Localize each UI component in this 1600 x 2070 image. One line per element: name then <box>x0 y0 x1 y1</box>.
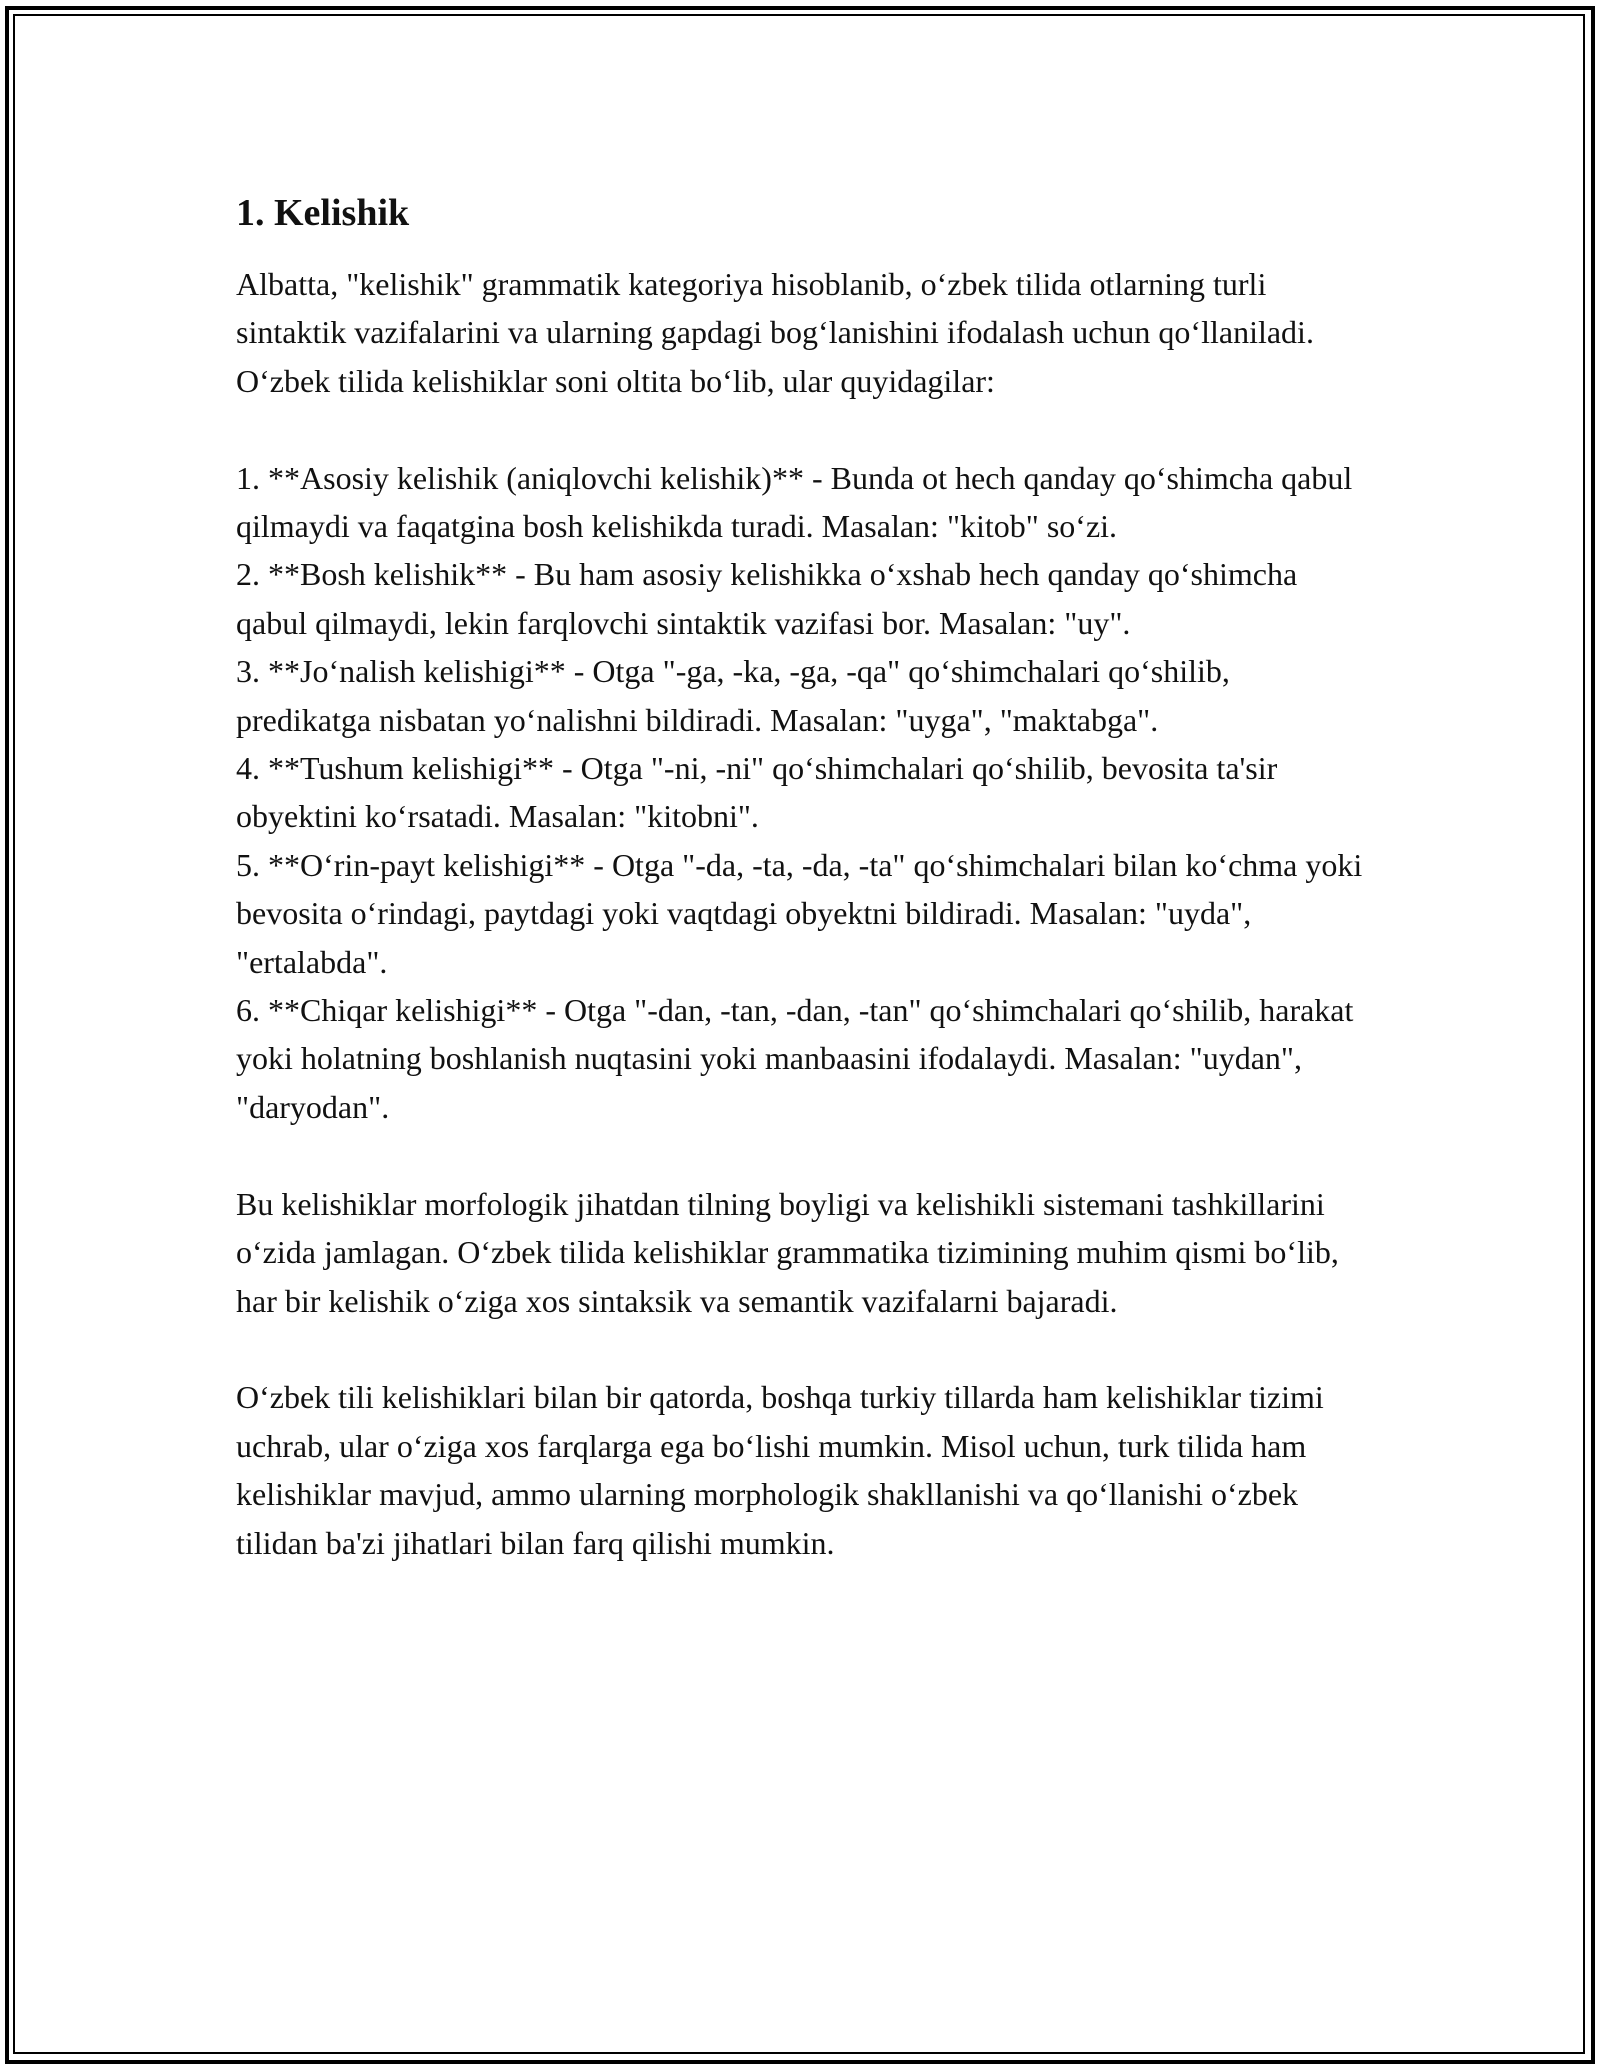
list-item: 4. **Tushum kelishigi** - Otga "-ni, -ni" qo‘shimchalari qo‘shilib, bevosita ta'sir obyektini ko‘rsatadi. Masalan: "kitobni". <box>236 750 1278 835</box>
list-item: 6. **Chiqar kelishigi** - Otga "-dan, -tan, -dan, -tan" qo‘shimchalari qo‘shilib, harakat yoki holatning boshlanish nuqtasini yoki manbaasini ifodalaydi. Masalan: "uydan", "daryodan". <box>236 992 1354 1125</box>
document-body <box>236 186 1366 1567</box>
summary-paragraph: Bu kelishiklar morfologik jihatdan tilning boyligi va kelishikli sistemani tashkillarini o‘zida jamlagan. O‘zbek tilida kelishiklar grammatika tizimining muhim qismi bo‘lib, har bir kelishik o‘ziga xos sintaksik va semantik vazifalarni bajaradi. <box>236 1185 1339 1319</box>
list-item: 1. **Asosiy kelishik (aniqlovchi kelishik)** - Bunda ot hech qanday qo‘shimcha qabul qilmaydi va faqatgina bosh kelishikda turadi. Masalan: "kitob" so‘zi. <box>236 459 1353 545</box>
section-heading: 1. Kelishik <box>236 192 410 234</box>
paragraph-spacer <box>236 405 1366 453</box>
paragraph-spacer <box>236 1325 1366 1373</box>
list-item: 5. **O‘rin-payt kelishigi** - Otga "-da, -ta, -da, -ta" qo‘shimchalari bilan ko‘chma yoki bevosita o‘rindagi, paytdagi yoki vaqtdagi obyektni bildiradi. Masalan: "uyda", "ertalabda". <box>236 846 1363 980</box>
paragraph-spacer <box>236 1131 1366 1179</box>
list-item: 3. **Jo‘nalish kelishigi** - Otga "-ga, -ka, -ga, -qa" qo‘shimchalari qo‘shilib, predikatga nisbatan yo‘nalishni bildiradi. Masalan: "uyga", "maktabga". <box>236 653 1230 738</box>
comparison-paragraph: O‘zbek tili kelishiklari bilan bir qatorda, boshqa turkiy tillarda ham kelishiklar tizimi uchrab, ular o‘ziga xos farqlarga ega bo‘lishi mumkin. Misol uchun, turk tilida ham kelishiklar mavjud, ammo ularning morphologik shakllanishi va qo‘llanishi o‘zbek tilidan ba'zi jihatlari bilan farq qilishi mumkin. <box>236 1379 1324 1561</box>
intro-paragraph: Albatta, "kelishik" grammatik kategoriya hisoblanib, o‘zbek tilida otlarning turli sintaktik vazifalarini va ularning gapdagi bog‘lanishini ifodalash uchun qo‘llaniladi. O‘zbek tilida kelishiklar soni oltita bo‘lib, ular quyidagilar: <box>236 266 1314 399</box>
case-list <box>236 454 1366 1132</box>
list-item: 2. **Bosh kelishik** - Bu ham asosiy kelishikka o‘xshab hech qanday qo‘shimcha qabul qilmaydi, lekin farqlovchi sintaktik vazifasi bor. Masalan: "uy". <box>236 556 1298 641</box>
